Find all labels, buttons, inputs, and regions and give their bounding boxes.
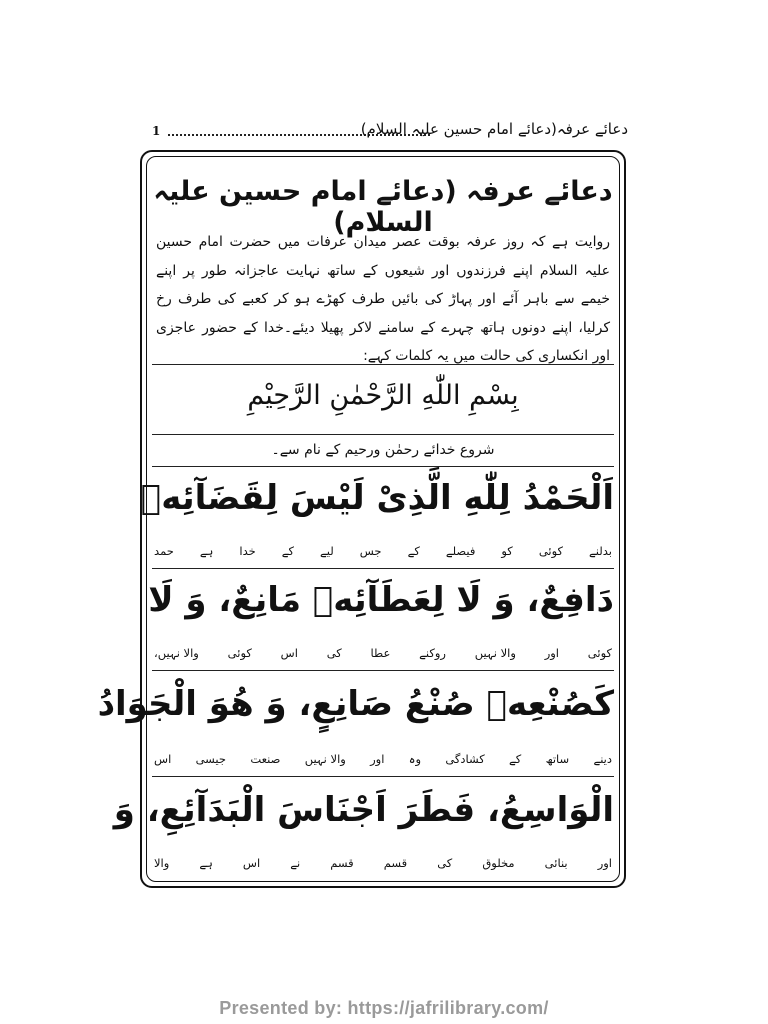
gloss-word: روکنے (419, 646, 446, 660)
gloss-word: عطا (370, 646, 391, 660)
gloss-word: والا (154, 856, 170, 870)
gloss-word: بدلنے (589, 544, 612, 558)
gloss-word: کی (326, 646, 342, 660)
gloss-word: ہے (199, 856, 213, 870)
verse-gloss (154, 646, 612, 660)
gloss-word: کوئی (587, 646, 612, 660)
gloss-word: وہ (408, 752, 422, 766)
gloss-word: اس (242, 856, 261, 870)
gloss-word: اور (544, 646, 559, 660)
running-head-title: دعائے عرفہ(دعائے امام حسین علیہ السلام) (360, 120, 628, 138)
gloss-word: کے (407, 544, 420, 558)
gloss-word: ہے (199, 544, 214, 558)
divider (152, 364, 614, 365)
gloss-word: والا نہیں (304, 752, 346, 766)
page-content (97, 160, 614, 880)
verse-arabic: كَصُنْعِهٖ صُنْعُ صَانِعٍ، وَ هُوَ الْجَوَادُ (97, 684, 614, 724)
gloss-word: لیے (320, 544, 334, 558)
gloss-word: نے (290, 856, 301, 870)
running-head (140, 118, 630, 146)
gloss-word: کوئی (538, 544, 564, 558)
gloss-word: اس (154, 752, 172, 766)
gloss-word: کے (509, 752, 522, 766)
gloss-word: اس (280, 646, 298, 660)
gloss-word: اور (370, 752, 385, 766)
intro-paragraph: روایت ہے کہ روز عرفہ بوقت عصر میدان عرفات میں حضرت امام حسین علیہ السلام اپنے فرزندوں اور شیعوں کے ساتھ نہایت عاجزانہ طور پر اپنے خیمے سے باہر آئے اور پہاڑ کی بائیں طرف کھڑے ہو کر کعبے کی طرف رخ کرلیا، اپنے دونوں ہاتھ چہرے کے سامنے لاکر پھیلا دیئے۔خدا کے حضور عاجزی اور انکساری کی حالت میں یہ کلمات کہے: (156, 234, 610, 364)
gloss-word: کشادگی (445, 752, 485, 766)
gloss-word: صنعت (250, 752, 281, 766)
divider (152, 670, 614, 671)
verse-gloss (154, 544, 612, 558)
gloss-word: مخلوق (482, 856, 515, 870)
gloss-word: کی (437, 856, 453, 870)
divider (152, 776, 614, 777)
bismillah: بِسْمِ اللّٰهِ الرَّحْمٰنِ الرَّحِيْمِ (247, 380, 519, 411)
gloss-word: قسم (383, 856, 408, 870)
gloss-word: والا نہیں (474, 646, 516, 660)
gloss-word: والا نہیں، (154, 646, 199, 660)
gloss-word: قسم (330, 856, 354, 870)
bismillah-translation: شروع خدائے رحمٰن ورحیم کے نام سے۔ (271, 442, 495, 458)
divider (152, 434, 614, 435)
gloss-word: حمد (154, 544, 174, 558)
verse-gloss (154, 752, 612, 766)
gloss-word: کوئی (227, 646, 252, 660)
gloss-word: جیسی (195, 752, 227, 766)
divider (152, 568, 614, 569)
verse-arabic: دَافِعٌ، وَ لَا لِعَطَآئِهٖ مَانِعٌ، وَ لَا (148, 580, 614, 620)
verse-gloss (154, 856, 612, 870)
page-number: 1 (152, 124, 161, 138)
gloss-word: اور (597, 856, 612, 870)
gloss-word: ساتھ (545, 752, 570, 766)
gloss-word: دینے (593, 752, 612, 766)
verse-arabic: اَلْحَمْدُ لِلّٰهِ الَّذِىْ لَيْسَ لِقَضَآئِهٖ (140, 478, 614, 518)
gloss-word: جس (359, 544, 382, 558)
page-title: دعائے عرفہ (دعائے امام حسین علیہ السلام) (153, 176, 613, 238)
gloss-word: بنائی (544, 856, 568, 870)
divider (152, 466, 614, 467)
gloss-word: کو (501, 544, 513, 558)
gloss-word: کے (281, 544, 294, 558)
gloss-word: خدا (239, 544, 256, 558)
verse-arabic: الْوَاسِعُ، فَطَرَ اَجْنَاسَ الْبَدَآئِعِ، وَ (113, 790, 614, 830)
footer-credit: Presented by: https://jafrilibrary.com/ (219, 998, 549, 1018)
gloss-word: فیصلے (445, 544, 476, 558)
